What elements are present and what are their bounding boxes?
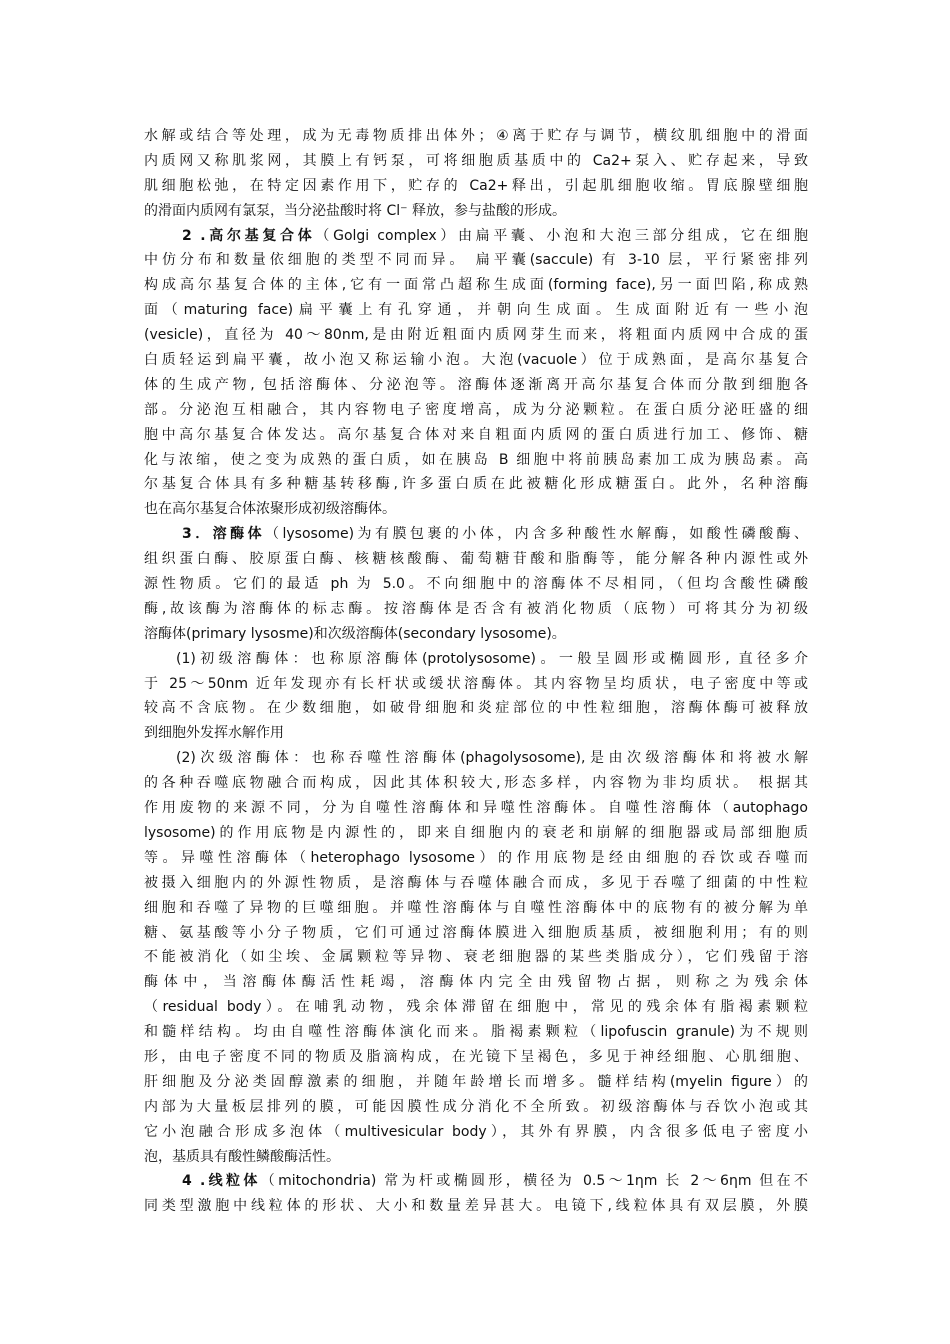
section-heading: 2 .高尔基复合体 — [182, 227, 316, 244]
text-line: 不能被消化（如尘埃、金属颗粒等异物、衰老细胞器的某些类脂成分），它们残留于溶 — [144, 949, 808, 966]
text-line: 较高不含底物。在少数细胞，如破骨细胞和炎症部位的中性粒细胞，溶酶体酶可被释放 — [144, 700, 808, 717]
text-line: 形，由电子密度不同的物质及脂滴构成，在光镜下呈褐色，多见于神经细胞、心肌细胞、 — [144, 1048, 808, 1065]
section-heading: 3．溶酶体 — [182, 526, 266, 543]
text-line: 溶酶体(primary lysosme)和次级溶酶体(secondary lysosome)。 — [144, 625, 566, 642]
text-line: 部。分泌泡互相融合，其内容物电子密度增高，成为分泌颗粒。在蛋白质分泌旺盛的细 — [144, 401, 808, 418]
text-line: lysosome)的作用底物是内源性的，即来自细胞内的衰老和崩解的细胞器或局部细胞质 — [144, 824, 808, 841]
text-line: 被摄入细胞内的外源性物质，是溶酶体与吞噬体融合而成，多见于吞噬了细菌的中性粒 — [144, 874, 808, 891]
section-heading-line — [144, 522, 808, 547]
text-span: （mitochondria) 常为杆或椭圆形，横径为 0.5～1ηm 长 2～6ηm 但在不 — [260, 1173, 808, 1190]
text-line: 泡，基质具有酸性鳞酸酶活性。 — [144, 1148, 340, 1165]
text-line: 酶体中，当溶酶体酶活性耗竭，溶酶体内完全由残留物占据，则称之为残余体 — [144, 974, 808, 991]
text-line: 内部为大量板层排列的膜，可能因膜性成分消化不全所致。初级溶酶体与吞饮小泡或其 — [144, 1098, 808, 1115]
text-line: 中仿分布和数量依细胞的类型不同而异。 扁平囊(saccule) 有 3-10 层，平行紧密排列 — [144, 252, 808, 269]
text-line: 化与浓缩，使之变为成熟的蛋白质，如在胰岛 B 细胞中将前胰岛素加工成为胰岛素。高 — [144, 451, 808, 468]
text-line: 尔基复合体具有多种糖基转移酶,许多蛋白质在此被糖化形成糖蛋白。此外，名种溶酶 — [144, 476, 808, 493]
text-line: 水解或结合等处理，成为无毒物质排出体外；④离于贮存与调节，横纹肌细胞中的滑面 — [144, 128, 808, 144]
section-heading: 4 .线粒体 — [182, 1173, 261, 1190]
text-line: 酶,故该酶为溶酶体的标志酶。按溶酶体是否含有被消化物质（底物）可将其分为初级 — [144, 600, 808, 617]
text-line: 体的生成产物, 包括溶酶体、分泌泡等。溶酶体逐渐离开高尔基复合体而分散到细胞各 — [144, 376, 808, 393]
text-line: 内质网又称肌浆网，其膜上有钙泵，可将细胞质基质中的 Ca2+泵入、贮存起来，导致 — [144, 152, 808, 169]
text-line: 也在高尔基复合体浓聚形成初级溶酶体。 — [144, 501, 396, 518]
text-line: 组织蛋白酶、胶原蛋白酶、核糖核酸酶、葡萄糖苷酸和脂酶等，能分解各种内源性或外 — [144, 551, 808, 568]
text-line: 到细胞外发挥水解作用 — [144, 725, 284, 742]
section-heading-line — [144, 224, 808, 249]
text-line: (vesicle)，直径为 40～80nm,是由附近粗面内质网芽生而来，将粗面内质网中合成的蛋 — [144, 327, 808, 344]
text-line: 构成高尔基复合体的主体,它有一面常凸超称生成面(forming face),另一面凹陷,称成熟 — [144, 277, 808, 294]
text-line: (1)初级溶酶体：也称原溶酶体(protolysosome)。一般呈圆形或椭圆形, 直径多介 — [176, 650, 808, 667]
text-line: 肌细胞松弛，在特定因素作用下，贮存的 Ca2+释出，引起肌细胞收缩。胃底腺壁细胞 — [144, 177, 808, 194]
text-line: (2)次级溶酶体：也称吞噬性溶酶体(phagolysosome),是由次级溶酶体和将被水解 — [176, 750, 808, 767]
text-line: 和髓样结构。均由自噬性溶酶体演化而来。脂褐素颗粒（lipofuscin granule)为不规则 — [144, 1024, 808, 1041]
text-line: 面（maturing face)扁平囊上有孔穿通，并朝向生成面。生成面附近有一些小泡 — [144, 302, 808, 319]
text-line: 糖、氨基酸等小分子物质，它们可通过溶酶体膜进入细胞质基质，被细胞利用；有的则 — [144, 924, 808, 941]
text-line: 同类型激胞中线粒体的形状、大小和数量差异甚大。电镜下,线粒体具有双层膜，外膜 — [144, 1198, 808, 1215]
text-line: 作用废物的来源不同，分为自噬性溶酶体和异噬性溶酶体。自噬性溶酶体（autophago — [144, 800, 808, 817]
text-line: 细胞和吞噬了异物的巨噬细胞。并噬性溶酶体与自噬性溶酶体中的底物有的被分解为单 — [144, 899, 808, 916]
text-line: 等。异噬性溶酶体（heterophago lysosome）的作用底物是经由细胞的吞饮或吞噬而 — [144, 849, 808, 866]
section-heading-line — [144, 1169, 808, 1194]
text-line: （residual body）。在哺乳动物，残余体滞留在细胞中，常见的残余体有脂褐素颗粒 — [144, 999, 808, 1016]
document-page — [144, 124, 808, 1219]
text-line: 胞中高尔基复合体发达。高尔基复合体对来自粗面内质网的蛋白质进行加工、修饰、糖 — [144, 426, 808, 443]
text-line: 源性物质。它们的最适 ph 为 5.0。不向细胞中的溶酶体不尽相同，（但均含酸性磷酸 — [144, 576, 808, 593]
text-line: 肝细胞及分泌类固醇激素的细胞，并随年龄增长而增多。髓样结构(myelin figure）的 — [144, 1073, 808, 1090]
text-line: 白质轻运到扁平囊，故小泡又称运输小泡。大泡(vacuole）位于成熟面，是高尔基复合 — [144, 352, 808, 369]
text-line: 的滑面内质网有氯泵，当分泌盐酸时将 Cl⁻ 释放，参与盐酸的形成。 — [144, 202, 566, 219]
text-line: 的各种吞噬底物融合而构成，因此其体积较大,形态多样，内容物为非均质状。 根据其 — [144, 775, 808, 792]
text-span: （Golgi complex）由扁平囊、小泡和大泡三部分组成，它在细胞 — [315, 227, 808, 244]
text-line: 于 25～50nm 近年发现亦有长杆状或缓状溶酶体。其内容物呈均质状，电子密度中等或 — [144, 675, 808, 692]
text-span: （lysosome)为有膜包裹的小体，内含多种酸性水解酶，如酸性磷酸酶、 — [265, 526, 808, 543]
text-line: 它小泡融合形成多泡体（multivesicular body），其外有界膜，内含很多低电子密度小 — [144, 1123, 808, 1140]
